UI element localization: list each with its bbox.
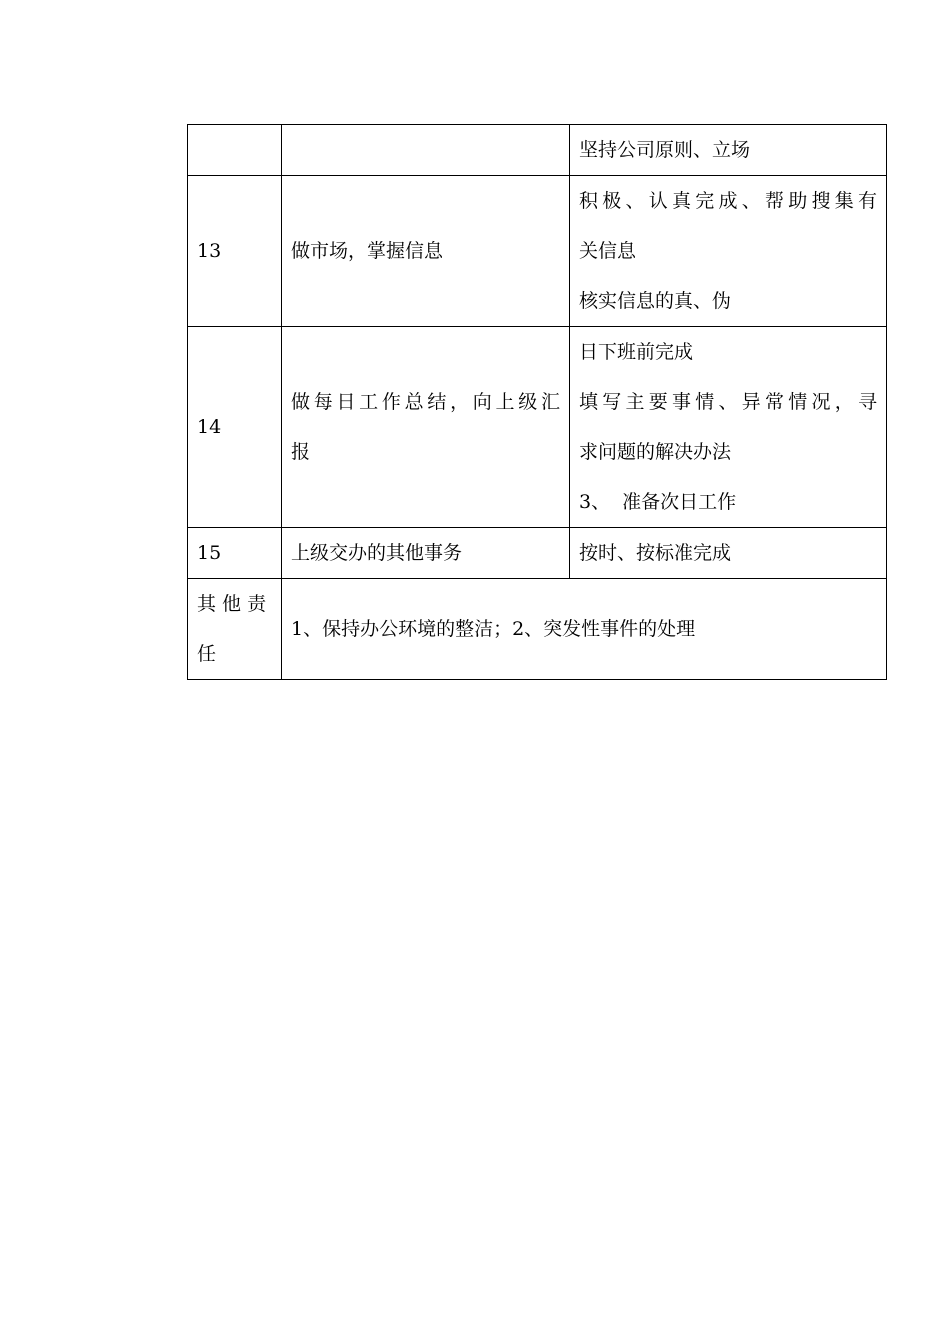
other-label-line: 任 — [197, 643, 217, 665]
task-cell: 做市场，掌握信息 — [282, 176, 570, 327]
requirement-line: 按时、按标准完成 — [579, 542, 732, 564]
other-label-cell — [188, 579, 282, 680]
requirement-line: 求问题的解决办法 — [579, 441, 732, 463]
requirement-cell — [570, 125, 887, 176]
row-number-cell: 13 — [188, 176, 282, 327]
task-cell — [282, 125, 570, 176]
row-number-cell: 15 — [188, 528, 282, 579]
task-line: 报 — [291, 441, 311, 463]
requirement-line: 关信息 — [579, 240, 637, 262]
task-line: 做每日工作总结，向上级汇 — [291, 391, 560, 413]
other-responsibilities-row — [188, 579, 887, 680]
requirement-line: 3、 准备次日工作 — [579, 491, 737, 513]
requirement-cell — [570, 327, 887, 528]
requirement-line: 坚持公司原则、立场 — [579, 139, 751, 161]
requirement-line: 填写主要事情、异常情况，寻 — [579, 391, 877, 413]
duty-table — [187, 124, 887, 680]
requirement-line: 日下班前完成 — [579, 341, 694, 363]
requirement-cell — [570, 176, 887, 327]
requirement-line: 积极、认真完成、帮助搜集有 — [579, 190, 877, 212]
table-row — [188, 528, 887, 579]
requirement-cell — [570, 528, 887, 579]
task-cell: 上级交办的其他事务 — [282, 528, 570, 579]
table-row — [188, 176, 887, 327]
table-row — [188, 327, 887, 528]
other-content-cell: 1、保持办公环境的整洁；2、突发性事件的处理 — [282, 579, 887, 680]
table-row — [188, 125, 887, 176]
row-number-cell: 14 — [188, 327, 282, 528]
requirement-line: 核实信息的真、伪 — [579, 290, 732, 312]
other-label-line: 其 他 责 — [197, 593, 267, 615]
row-number-cell — [188, 125, 282, 176]
task-cell — [282, 327, 570, 528]
